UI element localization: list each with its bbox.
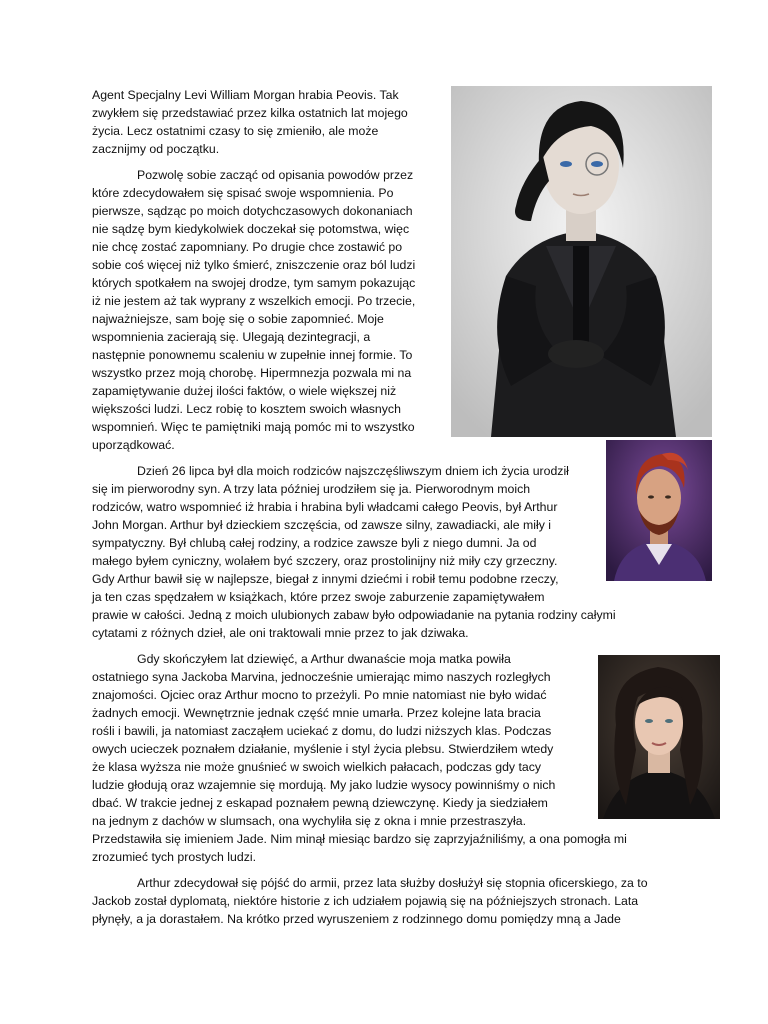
text-line: płynęły, a ja dorastałem. Na krótko przed wyruszeniem z rodzinnego domu pomiędzy mną a Jade bbox=[92, 912, 621, 926]
text-line: nie sądzę bym kiedykolwiek doczekał się potomstwa, więc bbox=[92, 222, 410, 236]
text-line: prawie w całości. Jedną z moich ulubionych zabaw było odpowiadanie na pytania rodziny całymi bbox=[92, 608, 616, 622]
text-line: zapamiętywanie dużej ilości faktów, o wiele większej niż bbox=[92, 384, 397, 398]
text-line: Gdy skończyłem lat dziewięć, a Arthur dwanaście moja matka powiła bbox=[137, 652, 511, 666]
portrait-dark-haired-woman bbox=[598, 655, 720, 819]
text-line: John Morgan. Arthur był dzieckiem szczęścia, od zawsze silny, zawadiacki, ale miły i bbox=[92, 518, 552, 532]
text-line: Gdy Arthur bawił się w najlepsze, biegał z innymi dziećmi i robił temu podobne rzeczy, bbox=[92, 572, 559, 586]
text-line: Przedstawiła się imieniem Jade. Nim minął miesiąc bardzo się zaprzyjaźniliśmy, a ona pomogła mi bbox=[92, 832, 627, 846]
text-line: Arthur zdecydował się pójść do armii, przez lata służby dosłużył się stopnia oficerskiego, za to bbox=[137, 876, 648, 890]
text-line: które zdecydowałem się spisać swoje wspomnienia. Po bbox=[92, 186, 394, 200]
text-line: wspomnień. Więc te pamiętniki mają pomóc mi to wszystko bbox=[92, 420, 415, 434]
portrait-man-with-monocle bbox=[451, 86, 712, 437]
text-line: następnie ponownemu scaleniu w zupełnie innej formie. To bbox=[92, 348, 413, 362]
text-line: uporządkować. bbox=[92, 438, 175, 452]
text-line: Dzień 26 lipca był dla moich rodziców najszczęśliwszym dniem ich życia urodził bbox=[137, 464, 569, 478]
text-line: sympatyczny. Był chlubą całej rodziny, a rodzice zawsze byli z niego dumni. Ja od bbox=[92, 536, 537, 550]
text-line: małego byłem cyniczny, wolałem być szczery, oraz prostolinijny niż miły czy grzeczny. bbox=[92, 554, 558, 568]
text-line: że klasa wyższa nie może gnuśnieć w swoich wielkich pałacach, podczas gdy tacy bbox=[92, 760, 542, 774]
text-line: większości ludzi. Lecz robię to kosztem swoich własnych bbox=[92, 402, 401, 416]
text-line: Agent Specjalny Levi William Morgan hrabia Peovis. Tak bbox=[92, 88, 399, 102]
text-line: zwykłem się przedstawiać przez kilka ostatnich lat mojego bbox=[92, 106, 408, 120]
text-line: zrozumieć tych prostych ludzi. bbox=[92, 850, 257, 864]
text-line: najważniejsze, sam boję się o sobie zapomnieć. Moje bbox=[92, 312, 384, 326]
text-line: Jackob został dyplomatą, niektóre historie z ich udziałem pojawią się na późniejszych stronach. Lata bbox=[92, 894, 639, 908]
text-line: sobie coś więcej niż tylko śmierć, zniszczenie oraz ból ludzi bbox=[92, 258, 416, 272]
text-line: ostatniego syna Jackoba Marvina, jednocześnie umierając mimo naszych rozległych bbox=[92, 670, 551, 684]
text-line: wspomnienia zacierają się. Ulegają dezintegracji, a bbox=[92, 330, 371, 344]
text-line: znajomości. Ojciec oraz Arthur mocno to przeżyli. Po mnie natomiast nie było widać bbox=[92, 688, 547, 702]
text-line: nie chcę zostać zapomniany. Po drugie chce zostawić po bbox=[92, 240, 403, 254]
text-line: wszystko przez moją chorobę. Hipermnezja pozwala mi na bbox=[92, 366, 412, 380]
text-line: rośli i bawili, ja natomiast zacząłem uciekać z domu, do ludzi niższych klas. Podczas bbox=[92, 724, 552, 738]
text-line: ludzie głodują oraz wzajemnie się mordują. My jako ludzie wysocy powinniśmy o nich bbox=[92, 778, 556, 792]
text-line: których spotkałem na swojej drodze, tym samym pokazując bbox=[92, 276, 416, 290]
text-line: rodziców, watro wspomnieć iż hrabia i hrabina byli władcami całego Peovis, był Arthur bbox=[92, 500, 558, 514]
text-line: na jednym z dachów w slumsach, ona wychyliła się z okna i mnie przestraszyła. bbox=[92, 814, 526, 828]
text-line: pierwsze, sądząc po moich dotychczasowych dokonaniach bbox=[92, 204, 413, 218]
text-line: się im pierworodny syn. A trzy lata później urodziłem się ja. Pierworodnym moich bbox=[92, 482, 531, 496]
text-line: życia. Lecz ostatnimi czasy to się zmieniło, ale może bbox=[92, 124, 379, 138]
text-line: cytatami z różnych dzieł, ale oni traktowali mnie przez to jak dziwaka. bbox=[92, 626, 469, 640]
portrait-red-haired-man bbox=[606, 440, 712, 581]
text-line: żadnych emocji. Wewnętrznie jednak część mnie umarła. Przez kolejne lata bracia bbox=[92, 706, 541, 720]
text-line: Pozwolę sobie zacząć od opisania powodów przez bbox=[137, 168, 414, 182]
text-line: dbać. W trakcie jednej z eskapad poznałem pewną dziewczynę. Kiedy ja siedziałem bbox=[92, 796, 548, 810]
text-line: zacznijmy od początku. bbox=[92, 142, 220, 156]
text-line: ja ten czas spędzałem w książkach, które przez swoje zaburzenie zapamiętywałem bbox=[92, 590, 545, 604]
text-line: iż nie jestem aż tak wyprany z wszelkich emocji. Po trzecie, bbox=[92, 294, 416, 308]
text-line: owych ucieczek poznałem działanie, myślenie i styl życia plebsu. Stwierdziłem wtedy bbox=[92, 742, 554, 756]
